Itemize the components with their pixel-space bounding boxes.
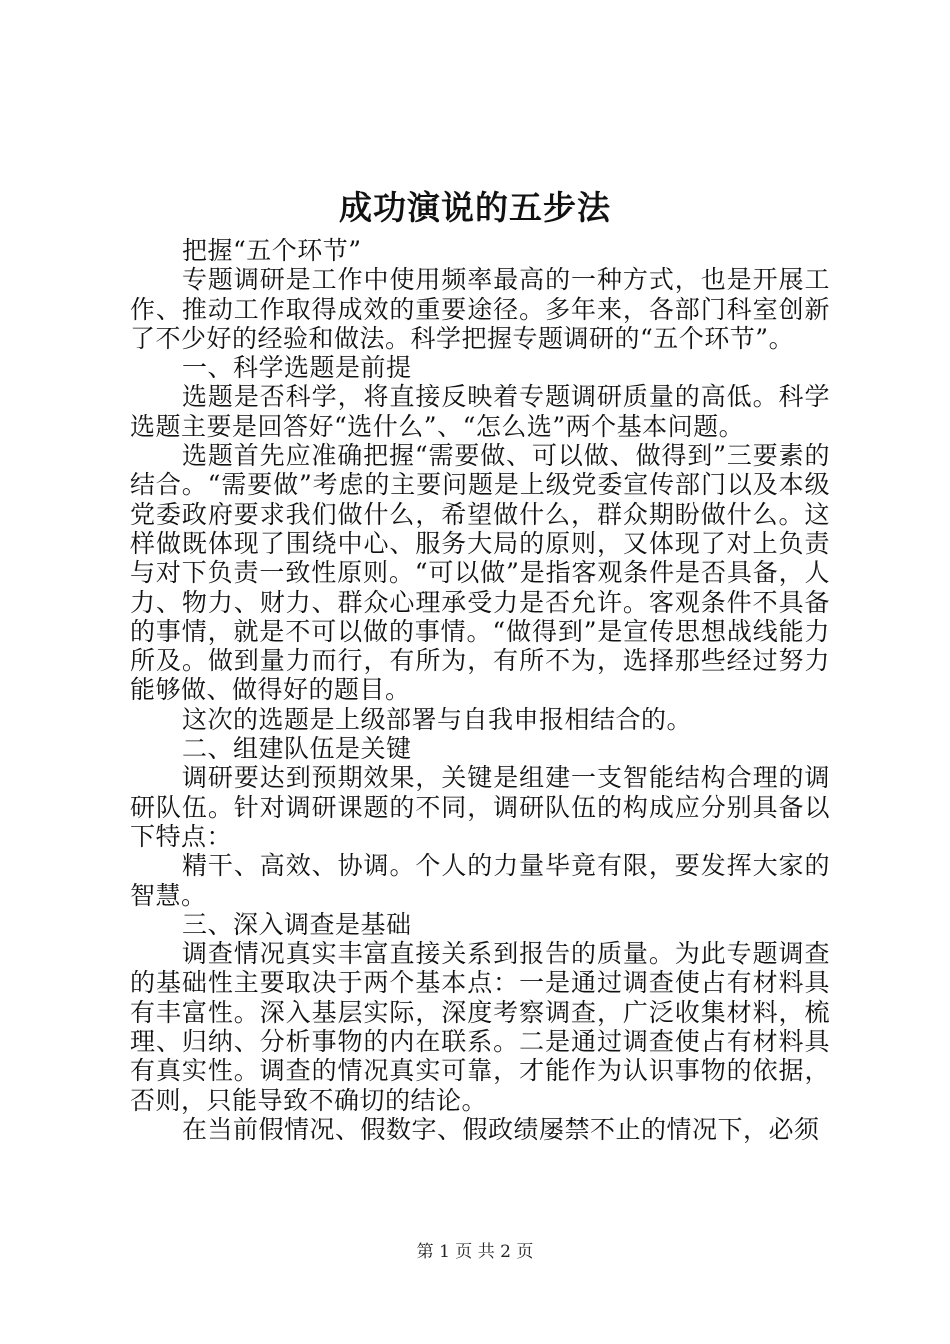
paragraph: 调查情况真实丰富直接关系到报告的质量。为此专题调查的基础性主要取决于两个基本点：一是通过调查使占有材料具有丰富性。深入基层实际，深度考察调查，广泛收集材料，梳理、归纳、分析事物的内在联系。二是通过调查使占有材料具有真实性。调查的情况真实可靠，才能作为认识事物的依据，否则，只能导致不确切的结论。 — [130, 939, 830, 1115]
section-heading: 一、科学选题是前提 — [182, 353, 412, 383]
paragraph: 在当前假情况、假数字、假政绩屡禁不止的情况下，必须 — [182, 1114, 820, 1144]
section-heading: 三、深入调查是基础 — [182, 909, 412, 939]
paragraph: 选题首先应准确把握“需要做、可以做、做得到”三要素的结合。“需要做”考虑的主要问题是上级党委宣传部门以及本级党委政府要求我们做什么，希望做什么，群众期盼做什么。这样做既体现了围绕中心、服务大局的原则，又体现了对上负责与对下负责一致性原则。“可以做”是指客观条件是否具备，人力、物力、财力、群众心理承受力是否允许。客观条件不具备的事情，就是不可以做的事情。“做得到”是宣传思想战线能力所及。做到量力而行，有所为，有所不为，选择那些经过努力能够做、做得好的题目。 — [130, 441, 830, 705]
paragraph: 选题是否科学，将直接反映着专题调研质量的高低。科学选题主要是回答好“选什么”、“怎么选”两个基本问题。 — [130, 382, 830, 441]
document-body — [130, 236, 830, 1144]
paragraph: 专题调研是工作中使用频率最高的一种方式，也是开展工作、推动工作取得成效的重要途径。多年来，各部门科室创新了不少好的经验和做法。科学把握专题调研的“五个环节”。 — [130, 265, 830, 353]
paragraph: 精干、高效、协调。个人的力量毕竟有限，要发挥大家的智慧。 — [130, 851, 830, 910]
paragraph: 调研要达到预期效果，关键是组建一支智能结构合理的调研队伍。针对调研课题的不同，调研队伍的构成应分别具备以下特点： — [130, 763, 830, 851]
section-heading: 二、组建队伍是关键 — [182, 734, 412, 764]
paragraph: 把握“五个环节” — [182, 236, 362, 265]
document-title: 成功演说的五步法 — [339, 188, 611, 227]
page-number-footer: 第 1 页 共 2 页 — [416, 1242, 534, 1262]
paragraph: 这次的选题是上级部署与自我申报相结合的。 — [182, 704, 693, 734]
